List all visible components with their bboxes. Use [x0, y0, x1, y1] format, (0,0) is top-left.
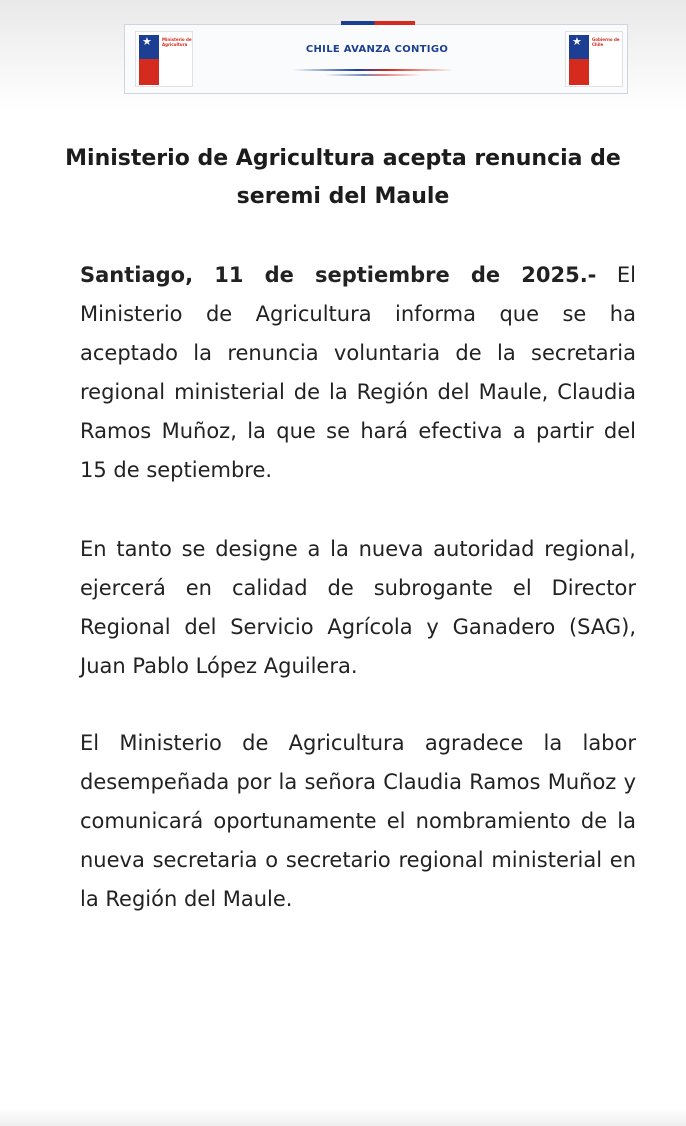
footer-shade [0, 1108, 686, 1126]
dateline: Santiago, 11 de septiembre de 2025.- [80, 263, 597, 287]
star-icon: ★ [142, 35, 152, 48]
motto-underline [293, 69, 453, 71]
motto-underline-secondary [325, 74, 421, 76]
government-logo-label: Gobierno de Chile [592, 37, 620, 47]
title-line-1: Ministerio de Agricultura acepta renuncia de [65, 146, 621, 171]
paragraph-1-body: El Ministerio de Agricultura informa que se ha aceptado la renuncia voluntaria de la secretaria regional ministerial de la Región del Maule, Claudia Ramos Muñoz, la que se hará efectiva a partir del 15 de septiembre. [80, 263, 636, 482]
ministry-logo-label: Ministerio de Agricultura [162, 37, 192, 47]
institutional-banner [124, 24, 628, 94]
government-logo [565, 31, 623, 87]
flag-color-strip [341, 21, 415, 25]
paragraph-1 [80, 256, 636, 490]
press-release-title [40, 140, 646, 216]
star-icon: ★ [572, 35, 582, 48]
title-line-2: seremi del Maule [236, 184, 450, 209]
banner-motto: CHILE AVANZA CONTIGO [305, 44, 449, 55]
paragraph-2: En tanto se designe a la nueva autoridad regional, ejercerá en calidad de subrogante el Director Regional del Servicio Agrícola y Ganadero (SAG), Juan Pablo López Aguilera. [80, 537, 636, 678]
paragraph-3: El Ministerio de Agricultura agradece la labor desempeñada por la señora Claudia Ramos Muñoz y comunicará oportunamente el nombramiento de la nueva secretaria o secretario regional ministerial en la Región del Maule. [80, 731, 636, 911]
ministry-logo [135, 31, 193, 87]
